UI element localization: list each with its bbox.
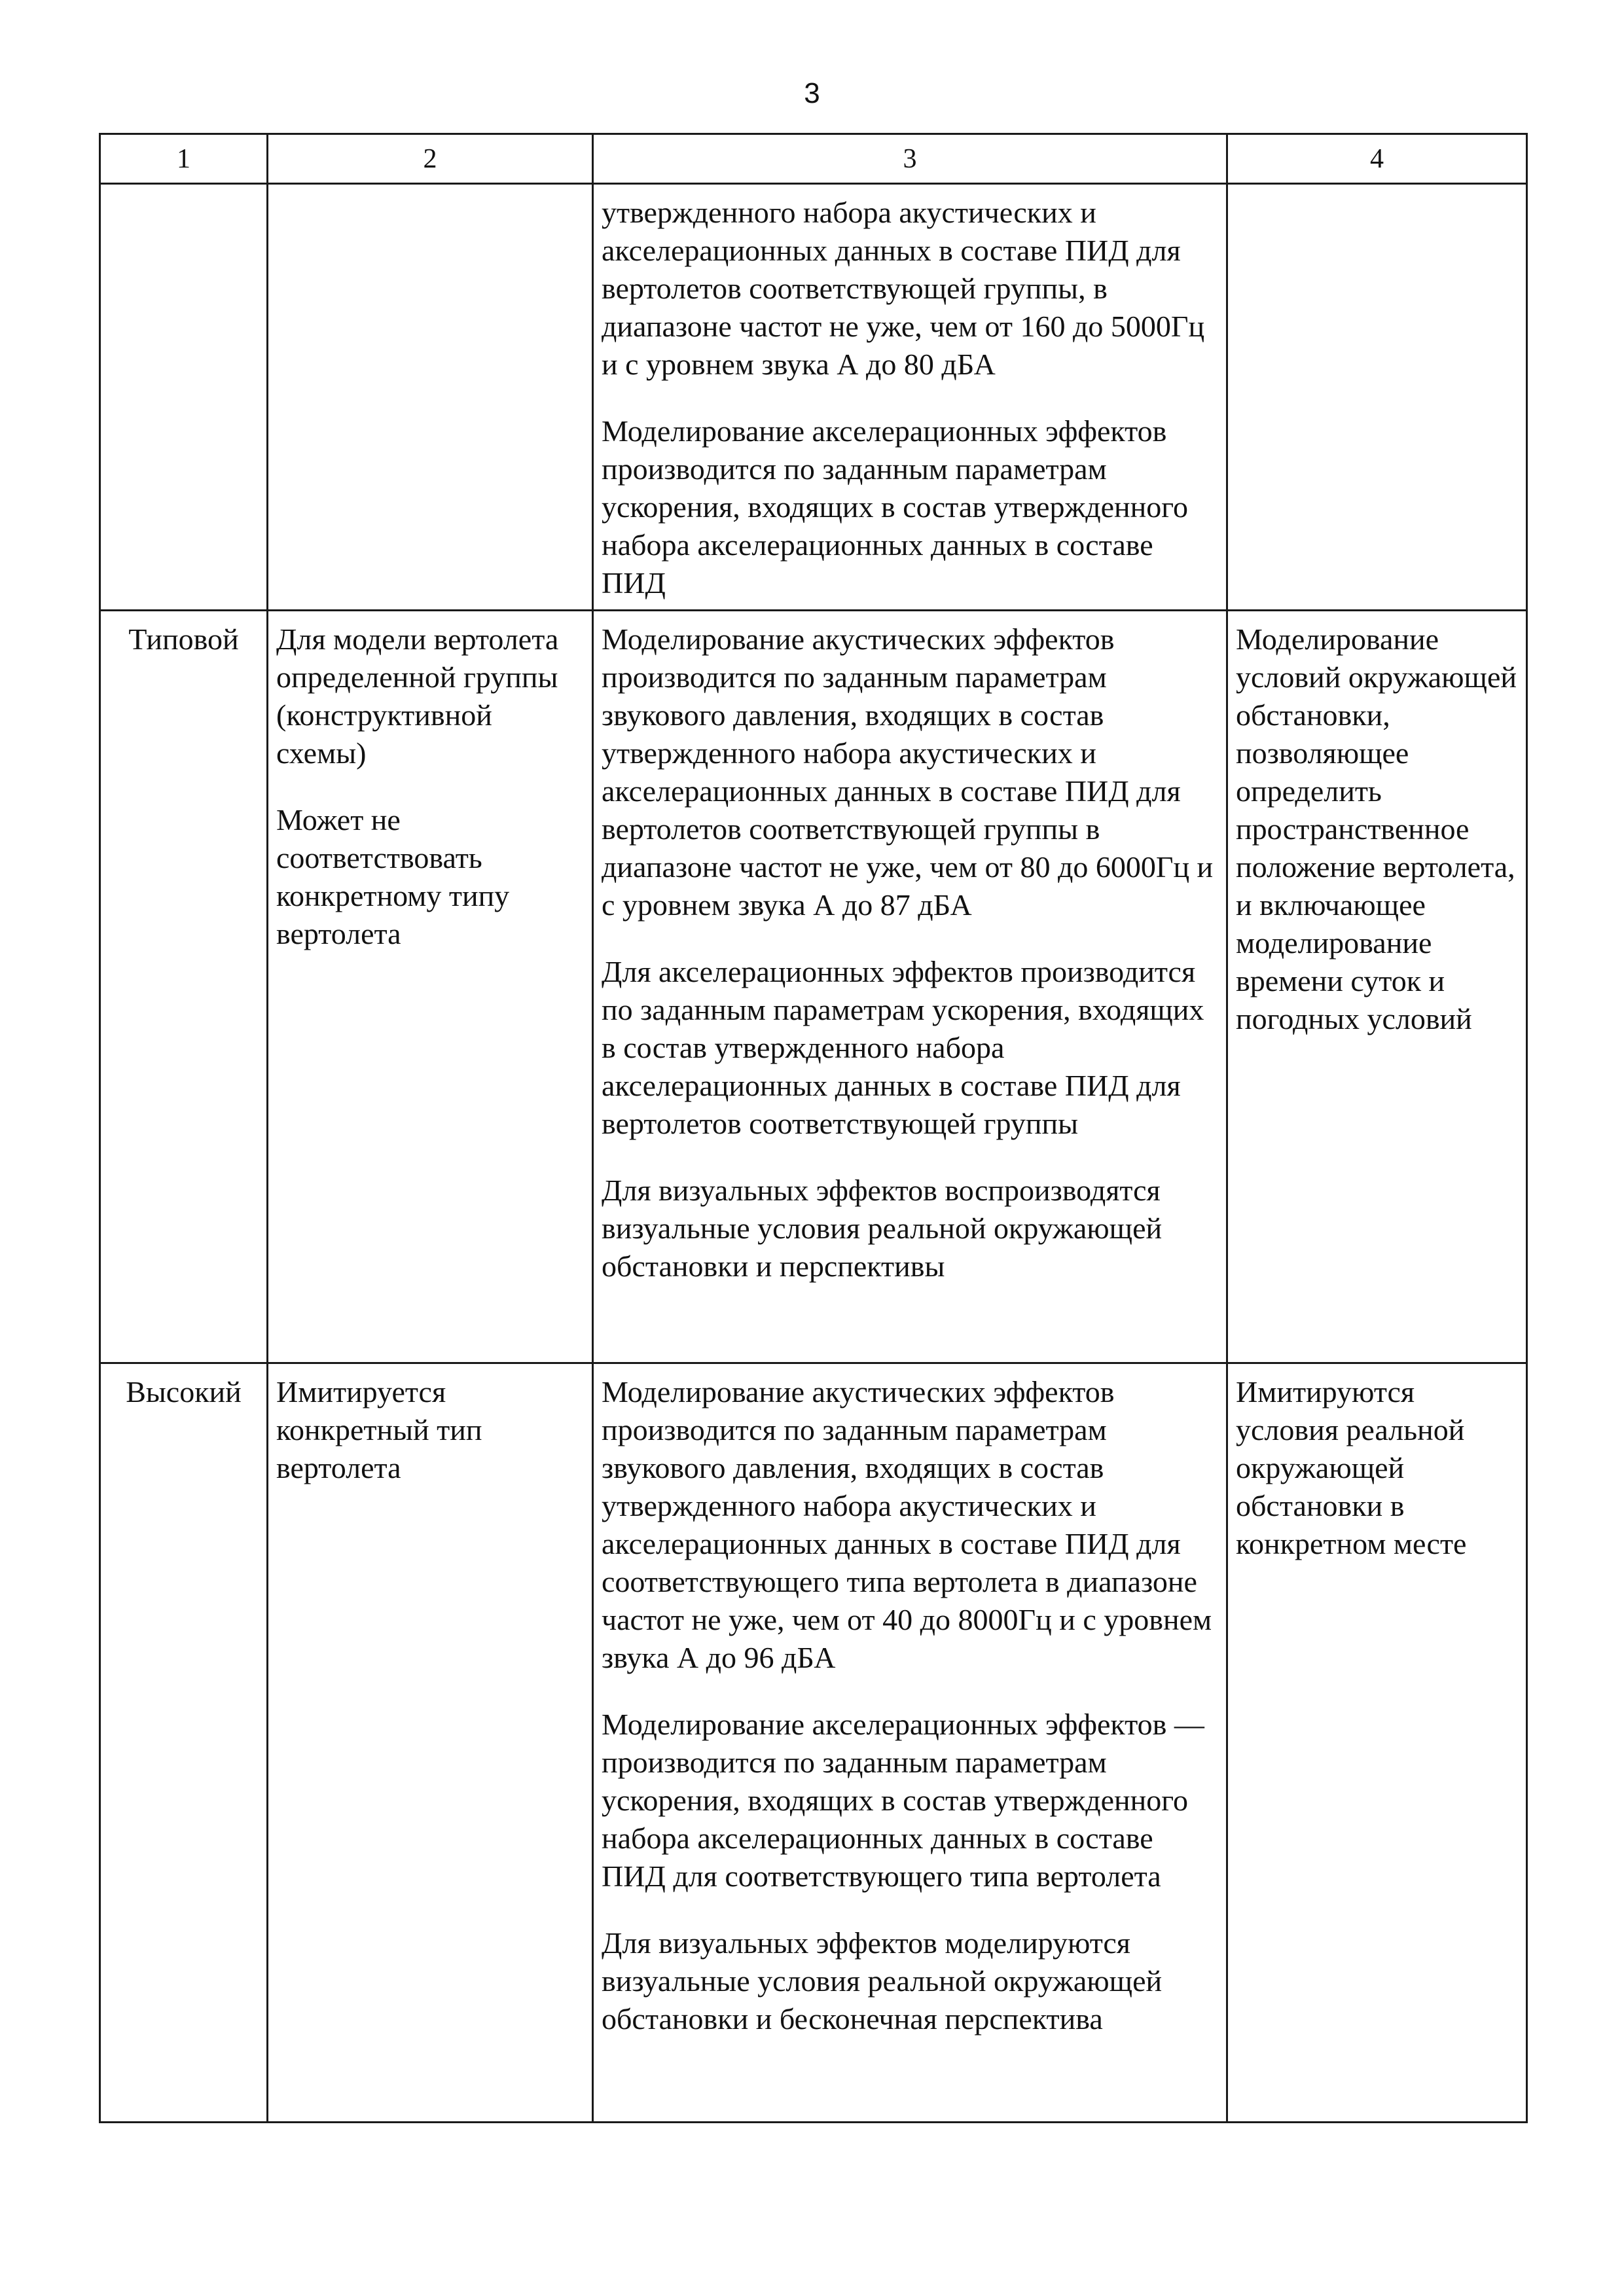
- description-paragraph: Имитируется конкретный тип вертолета: [276, 1375, 482, 1484]
- column-header-4: 4: [1227, 134, 1527, 184]
- details-paragraph: Для визуальных эффектов моделируются визуальные условия реальной окружающей обстановки и бесконечная перспектива: [602, 1926, 1163, 2036]
- requirements-table: [99, 133, 1528, 2123]
- level-cell: Типовой: [100, 611, 268, 1363]
- details-paragraph: Для визуальных эффектов воспроизводятся визуальные условия реальной окружающей обстановки и перспективы: [602, 1174, 1163, 1283]
- description-paragraph: Может не соответствовать конкретному типу вертолета: [276, 803, 510, 950]
- page-number: 3: [804, 77, 820, 109]
- table-row: [100, 184, 1527, 611]
- details-cell: [593, 611, 1227, 1363]
- details-paragraph: Моделирование акустических эффектов производится по заданным параметрам звукового давления, входящих в состав утвержденного набора акустических и акселерационных данных в составе ПИД для соответствующего типа вертолета в диапазоне частот не уже, чем от 40 до 8000Гц и с уровнем звука А до 96 дБА: [602, 1375, 1212, 1674]
- environment-cell: [1227, 184, 1527, 611]
- details-paragraph: Для акселерационных эффектов производится по заданным параметрам ускорения, входящих в состав утвержденного набора акселерационных данных в составе ПИД для вертолетов соответствующей группы: [602, 955, 1204, 1140]
- level-cell: [100, 184, 268, 611]
- details-paragraph: Моделирование акселерационных эффектов — производится по заданным параметрам ускорения, входящих в состав утвержденного набора акселерационных данных в составе ПИД для соответствующего типа вертолета: [602, 1708, 1204, 1893]
- environment-cell: Моделирование условий окружающей обстановки, позволяющее определить пространственное положение вертолета, и включающее моделирование времени суток и погодных условий: [1227, 611, 1527, 1363]
- column-header-1: 1: [100, 134, 268, 184]
- table-row: [100, 1363, 1527, 2123]
- environment-cell: Имитируются условия реальной окружающей обстановки в конкретном месте: [1227, 1363, 1527, 2123]
- description-paragraph: Для модели вертолета определенной группы (конструктивной схемы): [276, 622, 559, 770]
- description-cell: [268, 1363, 593, 2123]
- table-row: [100, 611, 1527, 1363]
- details-paragraph: утвержденного набора акустических и акселерационных данных в составе ПИД для вертолетов соответствующей группы, в диапазоне частот не уже, чем от 160 до 5000Гц и с уровнем звука А до 80 дБА: [602, 196, 1205, 381]
- column-header-3: 3: [593, 134, 1227, 184]
- column-header-2: 2: [268, 134, 593, 184]
- details-paragraph: Моделирование акустических эффектов производится по заданным параметрам звукового давления, входящих в состав утвержденного набора акустических и акселерационных данных в составе ПИД для вертолетов соответствующей группы в диапазоне частот не уже, чем от 80 до 6000Гц и с уровнем звука А до 87 дБА: [602, 622, 1214, 922]
- level-cell: Высокий: [100, 1363, 268, 2123]
- description-cell: [268, 611, 593, 1363]
- details-cell: [593, 1363, 1227, 2123]
- description-cell: [268, 184, 593, 611]
- table-header-row: [100, 134, 1527, 184]
- details-paragraph: Моделирование акселерационных эффектов производится по заданным параметрам ускорения, входящих в состав утвержденного набора акселерационных данных в составе ПИД: [602, 414, 1189, 600]
- details-cell: [593, 184, 1227, 611]
